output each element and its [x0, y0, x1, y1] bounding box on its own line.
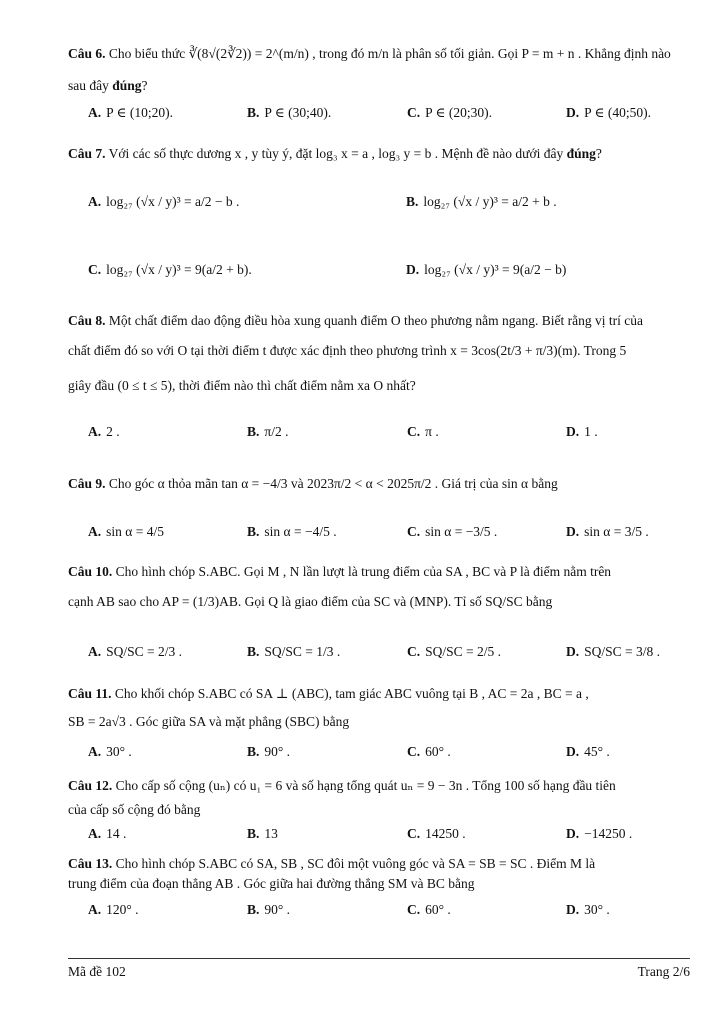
option-text: π .: [425, 424, 439, 439]
option-text: P ∈ (40;50).: [584, 105, 651, 120]
option-text: 30° .: [106, 744, 132, 759]
option-c[interactable]: [407, 826, 466, 842]
option-text: P ∈ (30;40).: [264, 105, 332, 120]
question-8: [68, 311, 690, 331]
option-text: 13: [264, 826, 278, 841]
option-letter: A.: [88, 105, 102, 120]
question-label: Câu 13.: [68, 856, 113, 871]
footer-divider: [68, 958, 690, 959]
option-d[interactable]: [566, 826, 632, 842]
question-9: [68, 474, 690, 494]
question-label: Câu 6.: [68, 46, 106, 61]
option-letter: B.: [247, 826, 260, 841]
option-a[interactable]: [88, 826, 126, 842]
option-b[interactable]: [247, 644, 340, 660]
option-letter: C.: [88, 262, 102, 277]
option-text: π/2 .: [264, 424, 289, 439]
option-letter: A.: [88, 826, 102, 841]
question-text: Cho biểu thức ∛(8√(2∛2)) = 2^(m/n) , trong đó m/n là phân số tối giản. Gọi P = m + n . Khẳng định nào: [108, 46, 671, 61]
option-text: sin α = 4/5: [106, 524, 164, 539]
question-label: Câu 10.: [68, 564, 113, 579]
option-b[interactable]: [247, 902, 290, 918]
question-text: SB = 2a√3 . Góc giữa SA và mặt phẳng (SBC) bằng: [68, 714, 350, 729]
question-10-line2: [68, 592, 690, 612]
option-b[interactable]: [247, 826, 278, 842]
option-text: log₂₇ (√x / y)³ = a/2 − b .: [106, 194, 240, 209]
option-d[interactable]: [566, 424, 598, 440]
option-letter: C.: [407, 424, 421, 439]
option-letter: C.: [407, 744, 421, 759]
option-text: log₂₇ (√x / y)³ = a/2 + b .: [423, 194, 557, 209]
question-6-line2: [68, 76, 690, 96]
option-b[interactable]: [247, 424, 288, 440]
option-letter: C.: [407, 644, 421, 659]
option-letter: C.: [407, 105, 421, 120]
question-text: Cho hình chóp S.ABC có SA, SB , SC đôi một vuông góc và SA = SB = SC . Điểm M là: [115, 856, 596, 871]
option-a[interactable]: [88, 194, 239, 210]
question-label: Câu 12.: [68, 778, 113, 793]
question-label: Câu 7.: [68, 146, 106, 161]
question-12: [68, 776, 690, 796]
option-text: SQ/SC = 2/5 .: [425, 644, 502, 659]
option-text: log₂₇ (√x / y)³ = 9(a/2 − b): [424, 262, 567, 277]
question-text: Cho cấp số cộng (uₙ) có u₁ = 6 và số hạng tổng quát uₙ = 9 − 3n . Tổng 100 số hạng đầu tiên: [115, 778, 616, 793]
option-text: 2 .: [106, 424, 120, 439]
option-letter: C.: [407, 826, 421, 841]
question-11-line2: [68, 712, 690, 732]
option-letter: A.: [88, 644, 102, 659]
option-b[interactable]: [247, 744, 290, 760]
question-text: ?: [141, 78, 148, 93]
question-10: [68, 562, 690, 582]
option-letter: A.: [88, 744, 102, 759]
question-text: giây đầu (0 ≤ t ≤ 5), thời điểm nào thì chất điểm nằm xa O nhất?: [68, 378, 416, 393]
option-text: 45° .: [584, 744, 610, 759]
option-a[interactable]: [88, 744, 132, 760]
option-text: 60° .: [425, 902, 451, 917]
option-letter: B.: [247, 902, 260, 917]
question-label: Câu 11.: [68, 686, 112, 701]
question-8-line2: [68, 341, 690, 361]
option-text: SQ/SC = 1/3 .: [264, 644, 341, 659]
option-d[interactable]: [406, 262, 566, 278]
option-c[interactable]: [407, 744, 451, 760]
option-letter: B.: [247, 644, 260, 659]
option-letter: A.: [88, 902, 102, 917]
option-letter: B.: [247, 424, 260, 439]
question-text: Một chất điểm dao động điều hòa xung quanh điểm O theo phương nằm ngang. Biết rằng vị trí của: [108, 313, 643, 328]
question-12-line2: [68, 800, 690, 820]
question-label: Câu 9.: [68, 476, 106, 491]
option-text: sin α = −3/5 .: [425, 524, 498, 539]
option-letter: D.: [566, 744, 580, 759]
option-a[interactable]: [88, 105, 173, 121]
question-text: của cấp số cộng đó bằng: [68, 802, 201, 817]
option-letter: A.: [88, 194, 102, 209]
option-letter: B.: [247, 744, 260, 759]
question-11: [68, 684, 690, 704]
option-letter: C.: [407, 902, 421, 917]
emphasis-text: đúng: [566, 146, 596, 161]
question-text: Với các số thực dương x , y tùy ý, đặt log₃ x = a , log₃ y = b . Mệnh đề nào dưới đây: [108, 146, 567, 161]
option-b[interactable]: [247, 524, 337, 540]
option-b[interactable]: [406, 194, 557, 210]
question-text: sau đây: [68, 78, 113, 93]
option-text: 14 .: [106, 826, 127, 841]
question-text: cạnh AB sao cho AP = (1/3)AB. Gọi Q là giao điểm của SC và (MNP). Tỉ số SQ/SC bằng: [68, 594, 553, 609]
option-d[interactable]: [566, 644, 660, 660]
option-letter: D.: [566, 524, 580, 539]
option-letter: A.: [88, 424, 102, 439]
question-text: Cho hình chóp S.ABC. Gọi M , N lần lượt là trung điểm của SA , BC và P là điểm nằm trên: [115, 564, 612, 579]
question-7: [68, 144, 690, 164]
option-text: 30° .: [584, 902, 610, 917]
option-a[interactable]: [88, 424, 120, 440]
option-text: 1 .: [584, 424, 598, 439]
option-d[interactable]: [566, 744, 610, 760]
exam-code: Mã đề 102: [68, 964, 126, 979]
option-text: P ∈ (10;20).: [106, 105, 173, 120]
option-d[interactable]: [566, 524, 649, 540]
option-text: 14250 .: [425, 826, 466, 841]
option-letter: B.: [247, 105, 260, 120]
question-13: [68, 854, 690, 874]
option-letter: D.: [566, 424, 580, 439]
option-c[interactable]: [407, 524, 497, 540]
option-text: 120° .: [106, 902, 139, 917]
option-letter: A.: [88, 524, 102, 539]
option-letter: D.: [566, 105, 580, 120]
option-text: 90° .: [264, 902, 291, 917]
question-8-line3: [68, 376, 690, 396]
option-text: log₂₇ (√x / y)³ = 9(a/2 + b).: [106, 262, 252, 277]
option-letter: B.: [406, 194, 419, 209]
option-c[interactable]: [407, 644, 501, 660]
option-a[interactable]: [88, 644, 182, 660]
emphasis-text: đúng: [112, 78, 142, 93]
option-letter: D.: [566, 902, 580, 917]
option-letter: B.: [247, 524, 260, 539]
page-number: Trang 2/6: [637, 964, 690, 979]
option-c[interactable]: [407, 902, 451, 918]
question-text: ?: [595, 146, 602, 161]
option-letter: C.: [407, 524, 421, 539]
option-text: 60° .: [425, 744, 451, 759]
option-text: sin α = 3/5 .: [584, 524, 649, 539]
option-d[interactable]: [566, 105, 651, 121]
question-label: Câu 8.: [68, 313, 106, 328]
option-text: −14250 .: [584, 826, 633, 841]
option-c[interactable]: [407, 424, 439, 440]
option-b[interactable]: [247, 105, 331, 121]
option-c[interactable]: [407, 105, 492, 121]
question-text: Cho khối chóp S.ABC có SA ⊥ (ABC), tam giác ABC vuông tại B , AC = 2a , BC = a ,: [114, 686, 589, 701]
option-text: SQ/SC = 2/3 .: [106, 644, 183, 659]
option-letter: D.: [566, 826, 580, 841]
option-letter: D.: [406, 262, 420, 277]
option-text: SQ/SC = 3/8 .: [584, 644, 661, 659]
option-text: sin α = −4/5 .: [264, 524, 337, 539]
option-c[interactable]: [88, 262, 252, 278]
option-text: P ∈ (20;30).: [425, 105, 492, 120]
question-text: trung điểm của đoạn thẳng AB . Góc giữa hai đường thẳng SM và BC bằng: [68, 876, 475, 891]
option-a[interactable]: [88, 524, 164, 540]
option-letter: D.: [566, 644, 580, 659]
question-13-line2: [68, 874, 690, 894]
question-text: chất điểm đó so với O tại thời điểm t được xác định theo phương trình x = 3cos(2t/3 + π/3)(m). Trong 5: [68, 343, 627, 358]
question-text: Cho góc α thỏa mãn tan α = −4/3 và 2023π/2 < α < 2025π/2 . Giá trị của sin α bằng: [108, 476, 558, 491]
question-6: [68, 44, 690, 64]
option-a[interactable]: [88, 902, 139, 918]
option-d[interactable]: [566, 902, 610, 918]
option-text: 90° .: [264, 744, 291, 759]
